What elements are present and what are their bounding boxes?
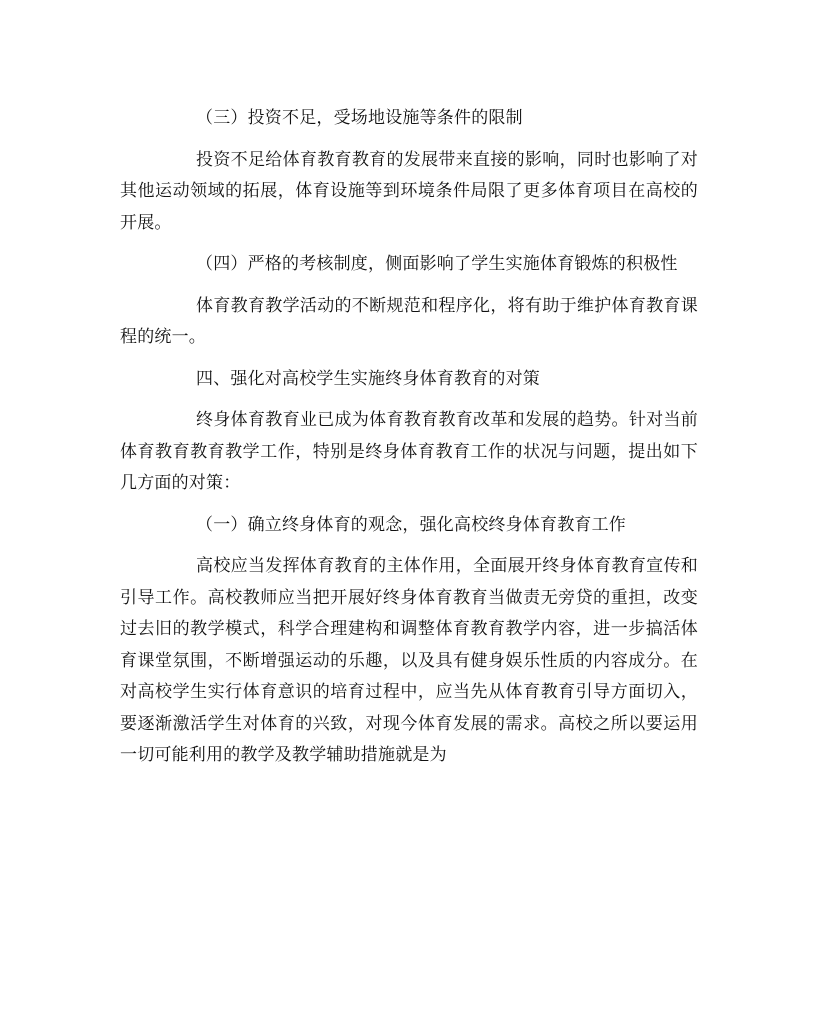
paragraph-investment: 投资不足给体育教育教育的发展带来直接的影响，同时也影响了对其他运动领域的拓展，体育设施等到环境条件局限了更多体育项目在高校的开展。 — [120, 149, 698, 233]
document-body — [120, 103, 698, 772]
subheading-four: （四）严格的考核制度，侧面影响了学生实施体育锻炼的积极性 — [196, 254, 678, 274]
paragraph-trend: 终身体育教育业已成为体育教育教育改革和发展的趋势。针对当前体育教育教育教学工作，特别是终身体育教育工作的状况与问题，提出如下几方面的对策： — [120, 410, 698, 493]
subheading-three: （三）投资不足，受场地设施等条件的限制 — [196, 108, 523, 128]
section-heading-four: 四、强化对高校学生实施终身体育教育的对策 — [196, 368, 540, 389]
paragraph-university-role: 高校应当发挥体育教育的主体作用，全面展开终身体育教育宣传和引导工作。高校教师应当把开展好终身体育教育当做责无旁贷的重担，改变过去旧的教学模式，科学合理建构和调整体育教育教学内容，进一步搞活体育课堂氛围，不断增强运动的乐趣，以及具有健身娱乐性质的内容成分。在对高校学生实行体育意识的培育过程中，应当先从体育教育引导方面切入，要逐渐激活学生对体育的兴致，对现今体育发展的需求。高校之所以要运用一切可能利用的教学及教学辅助措施就是为 — [120, 556, 698, 765]
paragraph-standardization: 体育教育教学活动的不断规范和程序化，将有助于维护体育教育课程的统一。 — [120, 295, 698, 347]
subheading-one: （一）确立终身体育的观念，强化高校终身体育教育工作 — [196, 514, 626, 535]
